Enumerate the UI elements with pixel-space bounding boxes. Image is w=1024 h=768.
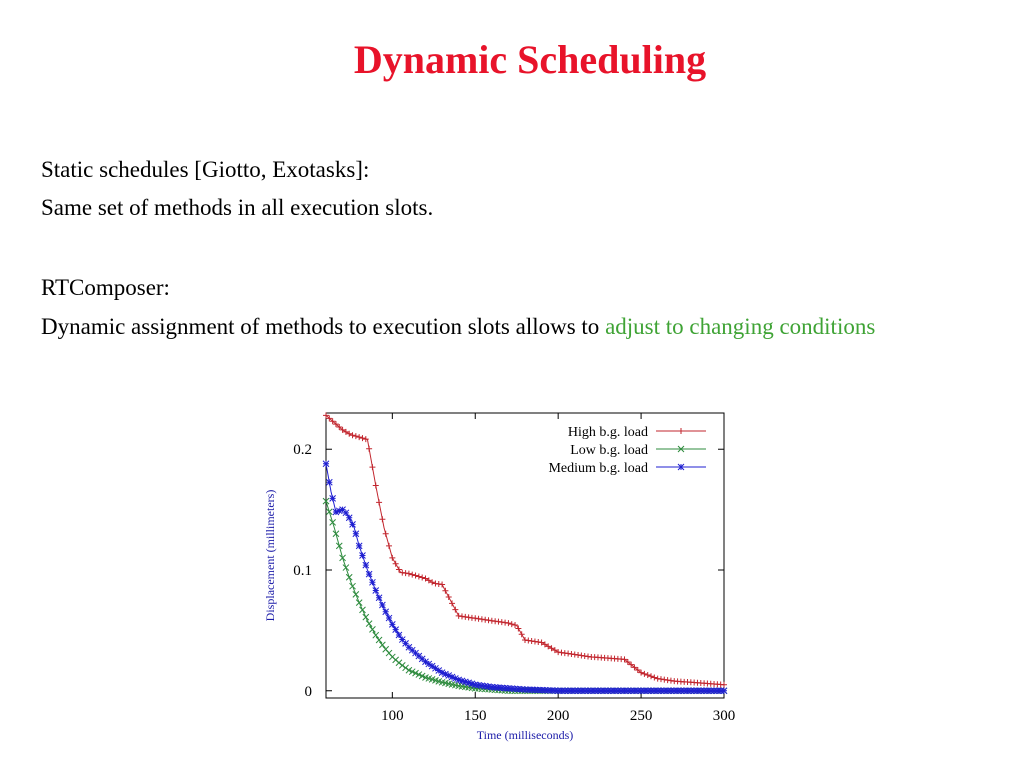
data-point xyxy=(505,620,511,626)
data-point xyxy=(350,521,356,527)
x-tick-label: 150 xyxy=(464,708,487,724)
series-line xyxy=(326,415,724,684)
chart-svg xyxy=(260,405,750,755)
data-point xyxy=(366,621,372,627)
data-point xyxy=(323,461,329,467)
y-tick-label: 0 xyxy=(304,683,312,700)
data-point xyxy=(409,572,415,578)
data-point xyxy=(359,607,365,613)
data-point xyxy=(406,571,412,577)
data-point xyxy=(353,591,359,597)
data-point xyxy=(350,583,356,589)
data-point xyxy=(519,631,525,637)
data-point xyxy=(386,543,392,549)
data-point xyxy=(353,433,359,439)
data-point xyxy=(446,594,452,600)
data-point xyxy=(386,615,392,621)
x-tick-label: 200 xyxy=(546,708,570,724)
data-point xyxy=(509,621,515,627)
data-point xyxy=(330,495,336,501)
x-tick-label: 300 xyxy=(712,708,736,724)
data-point xyxy=(379,602,385,608)
data-point xyxy=(399,662,405,668)
data-point xyxy=(346,574,352,580)
data-point xyxy=(721,688,727,694)
data-point xyxy=(373,632,379,638)
rtcomposer-text xyxy=(41,310,981,343)
x-axis-label: Time (milliseconds) xyxy=(476,728,574,742)
data-point xyxy=(359,553,365,559)
data-point xyxy=(641,671,647,677)
data-point xyxy=(396,632,402,638)
data-point xyxy=(366,446,372,452)
data-point xyxy=(356,600,362,606)
data-point xyxy=(449,600,455,606)
data-point xyxy=(389,621,395,627)
data-point xyxy=(645,672,651,678)
data-point xyxy=(379,516,385,522)
data-point xyxy=(678,464,684,470)
legend-label: Low b.g. load xyxy=(570,443,648,458)
data-point xyxy=(340,555,346,561)
data-point xyxy=(350,432,356,438)
series-medium-b-g-load xyxy=(323,461,727,694)
data-point xyxy=(515,625,521,631)
data-point xyxy=(369,464,375,470)
displacement-chart xyxy=(260,405,750,755)
series-line xyxy=(326,501,724,691)
data-point xyxy=(343,510,349,516)
data-point xyxy=(369,579,375,585)
data-point xyxy=(413,573,419,579)
data-point xyxy=(393,627,399,633)
data-point xyxy=(648,673,654,679)
data-point xyxy=(363,614,369,620)
data-point xyxy=(343,565,349,571)
data-point xyxy=(356,434,362,440)
legend-label: High b.g. load xyxy=(567,425,648,440)
static-schedules-heading: Static schedules [Giotto, Exotasks]: xyxy=(41,157,370,182)
data-point xyxy=(376,499,382,505)
data-point xyxy=(403,665,409,671)
rtcomposer-text-highlight: adjust to changing conditions xyxy=(605,314,876,339)
x-tick-label: 250 xyxy=(629,708,653,724)
data-point xyxy=(326,479,332,485)
data-point xyxy=(326,509,332,515)
y-tick-label: 0.1 xyxy=(293,562,312,579)
y-axis-label: Displacement (millimeters) xyxy=(263,489,277,622)
data-point xyxy=(389,555,395,561)
data-point xyxy=(363,562,369,568)
data-point xyxy=(353,531,359,537)
legend xyxy=(548,425,706,476)
data-point xyxy=(452,607,458,613)
data-point xyxy=(442,588,448,594)
data-point xyxy=(373,588,379,594)
data-point xyxy=(721,682,727,688)
data-point xyxy=(369,626,375,632)
data-point xyxy=(416,574,422,580)
data-point xyxy=(419,574,425,580)
data-point xyxy=(651,674,657,680)
data-point xyxy=(379,642,385,648)
data-point xyxy=(376,595,382,601)
data-point xyxy=(373,482,379,488)
data-point xyxy=(383,531,389,537)
data-point xyxy=(346,515,352,521)
series-line xyxy=(326,464,724,691)
legend-label: Medium b.g. load xyxy=(548,461,648,476)
data-point xyxy=(396,567,402,573)
data-point xyxy=(439,581,445,587)
plot-frame xyxy=(326,413,724,698)
x-tick-label: 100 xyxy=(381,708,404,724)
data-point xyxy=(376,637,382,643)
data-point xyxy=(366,571,372,577)
slide-title: Dynamic Scheduling xyxy=(353,37,707,82)
data-point xyxy=(356,543,362,549)
y-tick-label: 0.2 xyxy=(293,442,312,459)
static-schedules-text: Same set of methods in all execution slots. xyxy=(41,195,434,220)
data-point xyxy=(678,428,684,434)
data-point xyxy=(336,543,342,549)
rtcomposer-heading: RTComposer: xyxy=(41,275,170,300)
data-point xyxy=(393,561,399,567)
rtcomposer-text-prefix: Dynamic assignment of methods to execution slots allows to xyxy=(41,314,606,339)
data-point xyxy=(333,531,339,537)
data-point xyxy=(359,435,365,441)
data-point xyxy=(383,609,389,615)
data-point xyxy=(330,519,336,525)
